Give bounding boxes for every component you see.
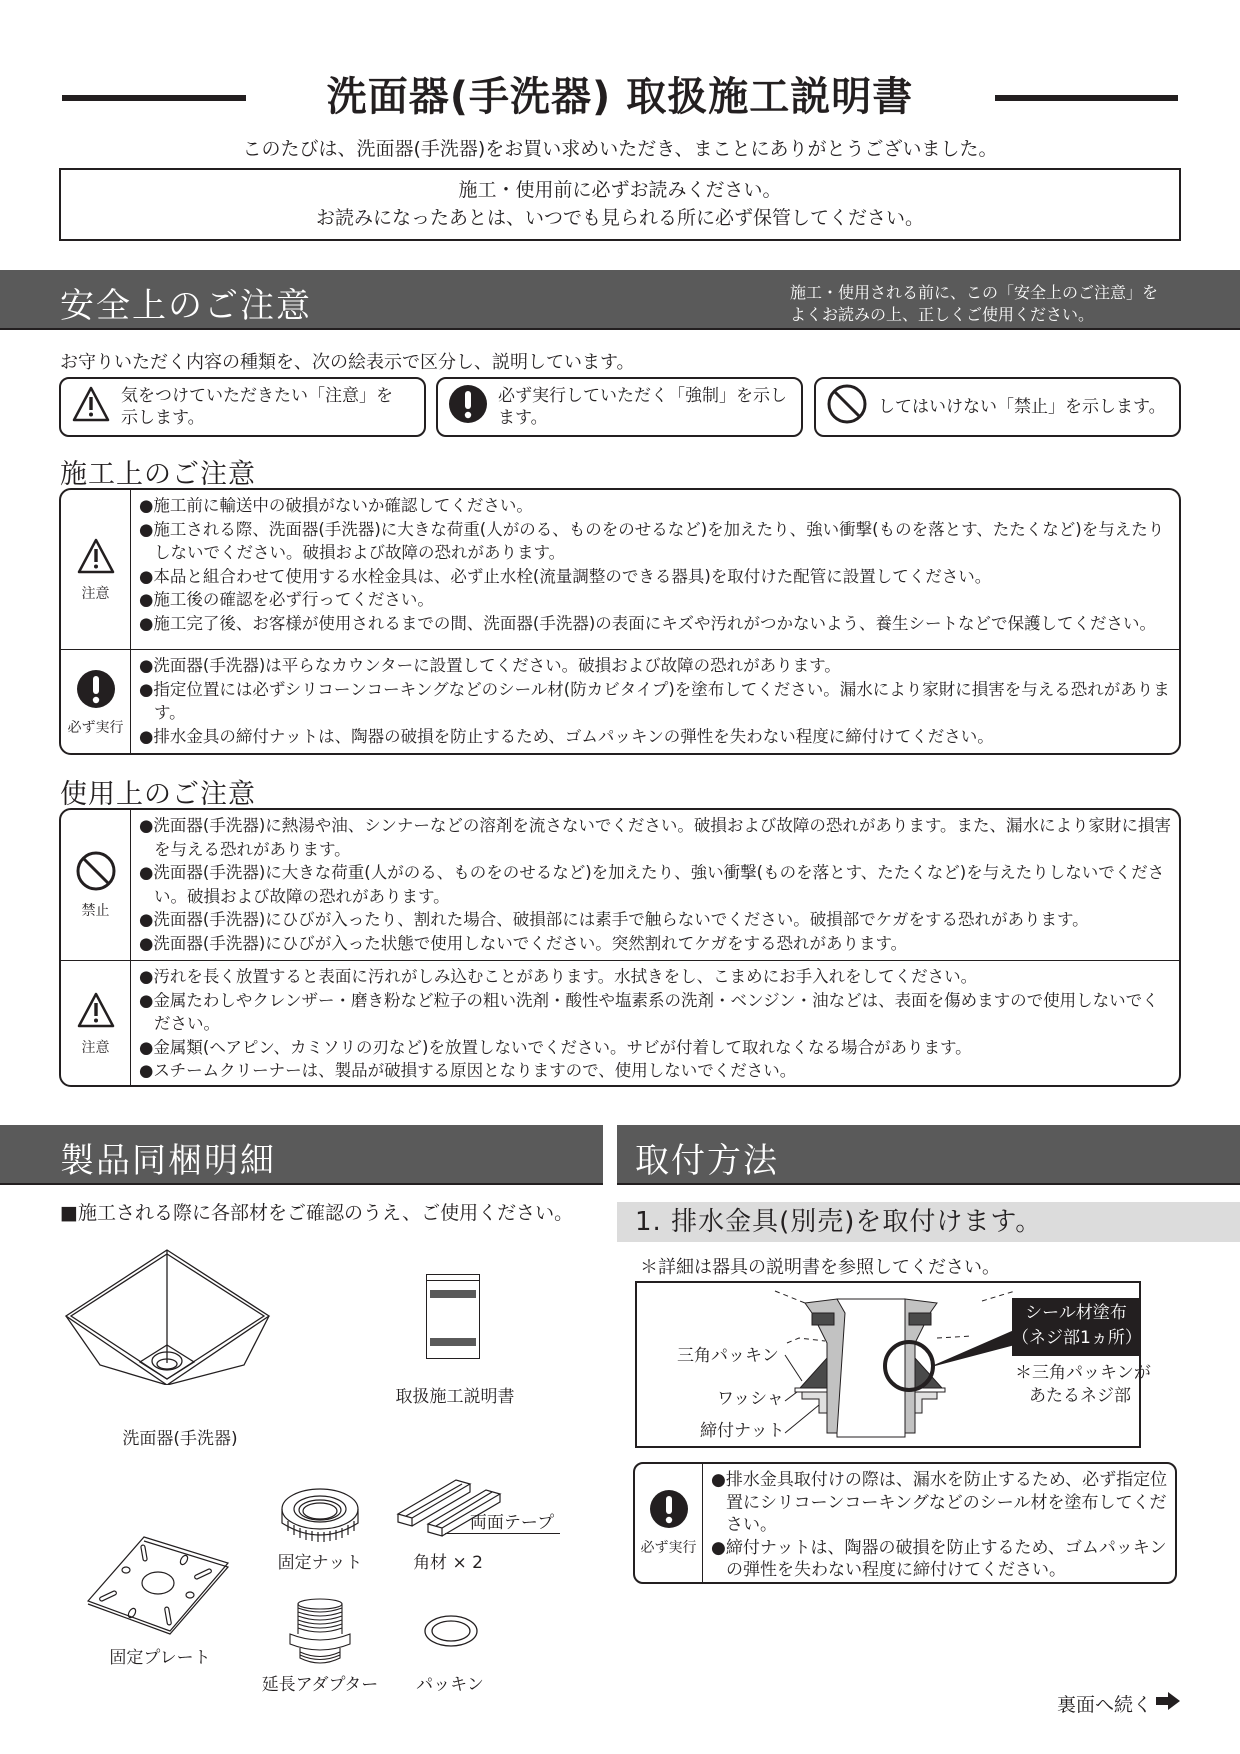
section-header-install-method: [617, 1125, 1240, 1185]
caution-item: ●施工前に輸送中の破損がないか確認してください。: [139, 496, 533, 515]
caution-item: ●施工完了後、お客様が使用されるまでの間、洗面器(手洗器)の表面にキズや汚れがつかないよう、養生シートなどで保護してください。: [139, 613, 1156, 633]
caution-item: ●施工後の確認を必ず行ってください。: [139, 590, 434, 609]
part-label-extension-adapter: 延長アダプター: [261, 1675, 379, 1695]
diagram-label-triangle-packing: 三角パッキン: [677, 1346, 779, 1366]
fixing-plate-illustration: [86, 1535, 232, 1639]
prohibited-icon: [75, 850, 117, 896]
caution-label: 注意: [81, 1040, 110, 1056]
installation-cautions-table: [59, 488, 1181, 755]
caution-item: ●施工される際、洗面器(手洗器)に大きな荷重(人がのる、ものをのせるなど)を加えたり、強い衝撃(ものを落とす、たたくなど)を与えたりしないでください。破損および故障の恐れがあります。: [139, 519, 1165, 562]
caution-item: ●排水金具取付けの際は、漏水を防止するため、必ず指定位置にシリコーンコーキングなどのシール材を塗布してください。: [711, 1470, 1168, 1535]
prohibited-icon: [826, 383, 868, 431]
contents-lead: ■施工される際に各部材をご確認のうえ、ご使用ください。: [60, 1202, 574, 1224]
caution-row: [61, 649, 1179, 755]
caution-label: 注意: [81, 585, 110, 602]
legend-caution: [59, 377, 426, 437]
caution-icon-cell: [61, 810, 131, 960]
mandatory-exclamation-icon: [448, 384, 488, 430]
manual-illustration: [426, 1274, 480, 1359]
legend-mandatory: [436, 377, 803, 437]
legend-text-line: 気をつけていただきたい「注意」を: [121, 386, 393, 406]
installation-cautions-title: 施工上のご注意: [60, 459, 256, 490]
caution-row: [61, 810, 1179, 960]
caution-items: [131, 810, 1179, 960]
section-note-line: よくお読みの上、正しくご使用ください。: [790, 305, 1095, 324]
continue-on-back: [1057, 1690, 1180, 1717]
mandatory-exclamation-icon: [76, 669, 116, 713]
caution-row: [61, 960, 1179, 1087]
arrow-right-icon: [1156, 1692, 1180, 1715]
seal-callout-note: [1015, 1362, 1151, 1408]
page-title: 洗面器(手洗器) 取扱施工説明書: [326, 74, 914, 120]
callout-note-line: ＊三角パッキンが: [1015, 1363, 1151, 1383]
caution-item: ●洗面器(手洗器)に熱湯や油、シンナーなどの溶剤を流さないでください。破損および故障の恐れがあります。また、漏水により家財に損害を与える恐れがあります。: [139, 816, 1172, 859]
caution-icon-cell: [635, 1464, 703, 1582]
step-1-title: 1. 排水金具(別売)を取付けます。: [617, 1202, 1240, 1242]
section-title: 安全上のご注意: [60, 286, 312, 326]
caution-item: ●金属たわしやクレンザー・磨き粉など粒子の粗い洗剤・酸性や塩素系の洗剤・ベンジン・油などは、表面を傷めますので使用しないでください。: [139, 990, 1159, 1033]
callout-line: （ネジ部1ヵ所）: [1012, 1328, 1142, 1348]
legend-text: 必ず実行していただく「強制」を示します。: [498, 386, 787, 428]
caution-item: ●指定位置には必ずシリコーンコーキングなどのシール材(防カビタイプ)を塗布してください。漏水により家財に損害を与える恐れがあります。: [139, 679, 1170, 722]
caution-item: ●金属類(ヘアピン、カミソリの刃など)を放置しないでください。サビが付着して取れなくなる場合があります。: [139, 1037, 972, 1057]
fixing-nut-illustration: [280, 1487, 360, 1551]
usage-cautions-table: [59, 808, 1181, 1087]
caution-items: [703, 1464, 1175, 1582]
legend-text: [121, 385, 393, 429]
callout-line: シール材塗布: [1025, 1303, 1127, 1323]
warning-triangle-icon: [71, 385, 111, 429]
part-label-fixing-nut: 固定ナット: [277, 1553, 363, 1573]
caution-item: ●締付ナットは、陶器の破損を防止するため、ゴムパッキンの弾性を失わない程度に締付けてください。: [711, 1537, 1167, 1580]
caution-label: 必ず実行: [67, 719, 124, 736]
diagram-label-tightening-nut: 締付ナット: [700, 1421, 785, 1441]
notice-line: 施工・使用前に必ずお読みください。: [458, 179, 782, 201]
callout-note-line: あたるネジ部: [1029, 1386, 1131, 1406]
section-title: 製品同梱明細: [60, 1141, 276, 1181]
caution-label: 必ず実行: [640, 1540, 697, 1556]
section-note: [790, 282, 1158, 326]
section-note-line: 施工・使用される前に、この「安全上のご注意」を: [790, 283, 1159, 302]
step-1-note: ＊詳細は器具の説明書を参照してください。: [640, 1257, 1000, 1278]
warning-triangle-icon: [76, 537, 116, 579]
caution-item: ●洗面器(手洗器)に大きな荷重(人がのる、ものをのせるなど)を加えたり、強い衝撃(ものを落とす、たたくなど)を与えたりしないでください。破損および故障の恐れがあります。: [139, 863, 1165, 906]
caution-icon-cell: [61, 490, 131, 649]
part-label-basin: 洗面器(手洗器): [122, 1429, 238, 1449]
install-mandatory-box: [633, 1462, 1177, 1584]
caution-item: ●洗面器(手洗器)は平らなカウンターに設置してください。破損および故障の恐れがあります。: [139, 656, 841, 675]
legend-text-line: 示します。: [121, 408, 205, 428]
caution-items: [131, 650, 1179, 755]
caution-item: ●洗面器(手洗器)にひびが入ったり、割れた場合、破損部には素手で触らないでください。破損部でケガをする恐れがあります。: [139, 910, 1089, 929]
notice-line: お読みになったあとは、いつでも見られる所に必ず保管してください。: [315, 207, 924, 229]
part-label-double-tape: 両面テープ: [469, 1513, 555, 1533]
section-header-contents: [0, 1125, 603, 1185]
caution-item: ●スチームクリーナーは、製品が破損する原因となりますので、使用しないでください。: [139, 1061, 797, 1080]
caution-item: ●洗面器(手洗器)にひびが入った状態で使用しないでください。突然割れてケガをする恐れがあります。: [139, 933, 908, 953]
symbol-intro: お守りいただく内容の種類を、次の絵表示で区分し、説明しています。: [60, 352, 635, 373]
caution-row: [61, 490, 1179, 649]
packing-illustration: [423, 1613, 479, 1653]
usage-cautions-title: 使用上のご注意: [60, 779, 256, 810]
caution-label: 禁止: [81, 903, 110, 919]
caution-items: [131, 490, 1179, 649]
caution-item: ●汚れを長く放置すると表面に汚れがしみ込むことがあります。水拭きをし、こまめにお手入れをしてください。: [139, 967, 978, 986]
part-label-packing: パッキン: [416, 1675, 484, 1695]
thanks-message: このたびは、洗面器(手洗器)をお買い求めいただき、まことにありがとうございました。: [242, 138, 998, 160]
read-before-use-notice: [59, 168, 1181, 241]
double-tape-leader-line: [445, 1533, 560, 1534]
basin-illustration: [64, 1245, 274, 1389]
diagram-label-washer: ワッシャ: [717, 1389, 784, 1409]
warning-triangle-icon: [76, 991, 116, 1033]
caution-icon-cell: [61, 650, 131, 755]
part-label-manual: 取扱施工説明書: [395, 1387, 515, 1407]
part-label-square-bar: 角材 × 2: [413, 1553, 483, 1573]
caution-item: ●本品と組合わせて使用する水栓金具は、必ず止水栓(流量調整のできる器具)を取付けた配管に設置してください。: [139, 566, 992, 586]
legend-text: してはいけない「禁止」を示します。: [878, 397, 1166, 417]
mandatory-exclamation-icon: [649, 1489, 689, 1533]
part-label-fixing-plate: 固定プレート: [109, 1648, 211, 1668]
caution-icon-cell: [61, 961, 131, 1087]
extension-adapter-illustration: [288, 1598, 352, 1670]
caution-item: ●排水金具の締付ナットは、陶器の破損を防止するため、ゴムパッキンの弾性を失わない程度に締付けてください。: [139, 726, 994, 746]
continue-label: 裏面へ続く: [1057, 1694, 1153, 1716]
section-header-safety: [0, 270, 1240, 330]
section-title: 取付方法: [635, 1141, 779, 1181]
legend-prohibited: [814, 377, 1181, 437]
caution-items: [131, 961, 1179, 1087]
seal-application-callout: [1012, 1298, 1140, 1356]
